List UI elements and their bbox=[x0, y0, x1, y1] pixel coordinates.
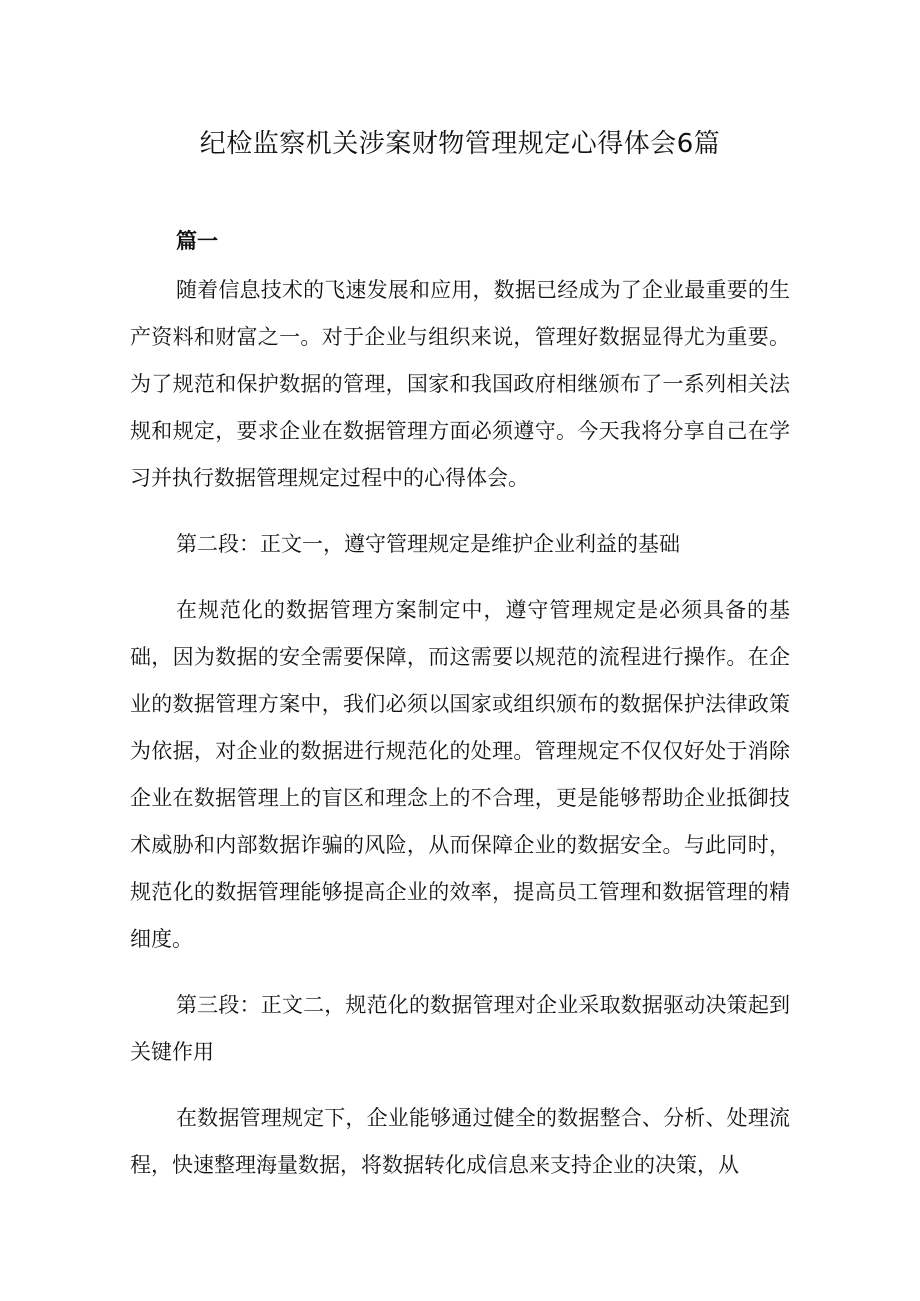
paragraph-body-2: 在数据管理规定下，企业能够通过健全的数据整合、分析、处理流程，快速整理海量数据，将数据转化成信息来支持企业的决策，从 bbox=[130, 1106, 790, 1177]
paragraph-heading-2: 第二段：正文一，遵守管理规定是维护企业利益的基础 bbox=[176, 532, 680, 556]
document-title: 纪检监察机关涉案财物管理规定心得体会6篇 bbox=[199, 129, 721, 159]
paragraph-intro: 随着信息技术的飞速发展和应用，数据已经成为了企业最重要的生产资料和财富之一。对于企业与组织来说，管理好数据显得尤为重要。为了规范和保护数据的管理，国家和我国政府相继颁布了一系列相关法规和规定，要求企业在数据管理方面必须遵守。今天我将分享自己在学习并执行数据管理规定过程中的心得体会。 bbox=[130, 278, 790, 490]
paragraph-body-1: 在规范化的数据管理方案制定中，遵守管理规定是必须具备的基础，因为数据的安全需要保障，而这需要以规范的流程进行操作。在企业的数据管理方案中，我们必须以国家或组织颁布的数据保护法律政策为依据，对企业的数据进行规范化的处理。管理规定不仅仅好处于消除企业在数据管理上的盲区和理念上的不合理，更是能够帮助企业抵御技术威胁和内部数据诈骗的风险，从而保障企业的数据安全。与此同时，规范化的数据管理能够提高企业的效率，提高员工管理和数据管理的精细度。 bbox=[130, 598, 790, 951]
section-heading: 篇一 bbox=[176, 229, 218, 253]
document-body bbox=[130, 267, 790, 1189]
paragraph-heading-3: 第三段：正文二，规范化的数据管理对企业采取数据驱动决策起到关键作用 bbox=[130, 993, 790, 1064]
